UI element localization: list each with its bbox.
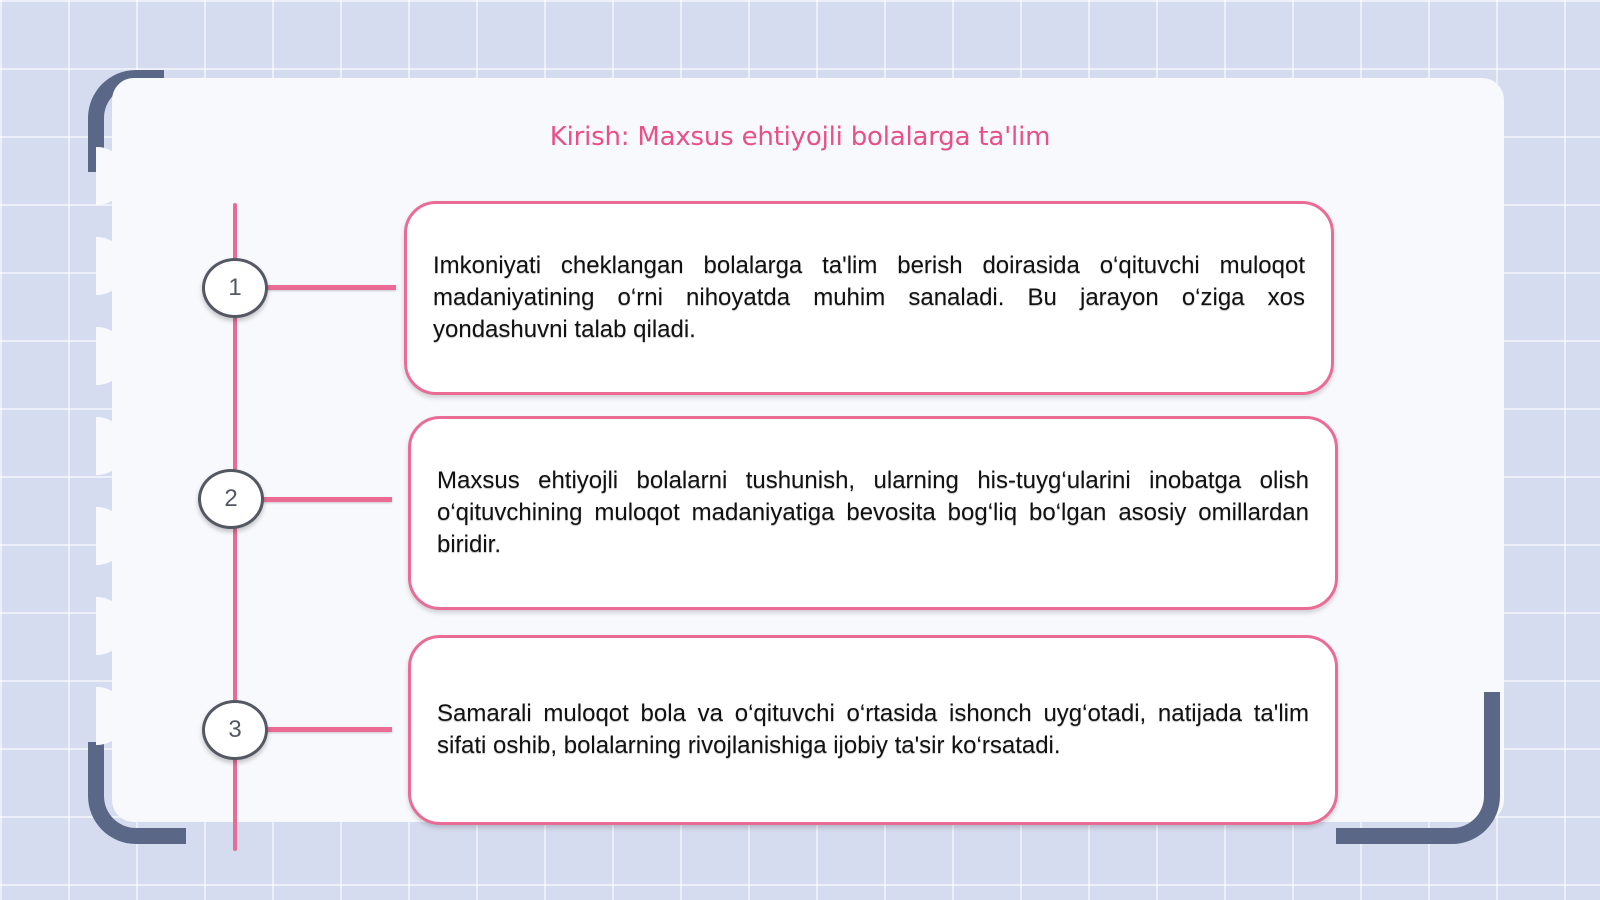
info-card-2 <box>408 416 1338 610</box>
corner-bracket-bottom-right <box>1336 692 1500 844</box>
info-card-3 <box>408 635 1338 825</box>
timeline-connector <box>264 727 392 732</box>
step-marker-2: 2 <box>198 469 264 529</box>
info-card-text: Maxsus ehtiyojli bolalarni tushunish, ularning his-tuyg‘ularini inobatga olish o‘qituvchining muloqot madaniyatiga bevosita bog‘liq bo‘lgan asosiy omillardan biridir. <box>437 467 1309 558</box>
step-marker-1: 1 <box>202 258 268 318</box>
timeline-connector <box>264 285 396 290</box>
slide-title: Kirish: Maxsus ehtiyojli bolalarga ta'lim <box>549 122 1051 152</box>
step-marker-3: 3 <box>202 700 268 760</box>
info-card-text: Imkoniyati cheklangan bolalarga ta'lim berish doirasida o‘qituvchi muloqot madaniyatining o‘rni nihoyatda muhim sanaladi. Bu jarayon o‘ziga xos yondashuvni talab qiladi. <box>433 252 1305 343</box>
info-card-text: Samarali muloqot bola va o‘qituvchi o‘rtasida ishonch uyg‘otadi, natijada ta'lim sifati oshib, bolalarning rivojlanishiga ijobiy ta'sir ko‘rsatadi. <box>437 700 1309 759</box>
info-card-1 <box>404 201 1334 395</box>
timeline-connector <box>262 497 392 502</box>
